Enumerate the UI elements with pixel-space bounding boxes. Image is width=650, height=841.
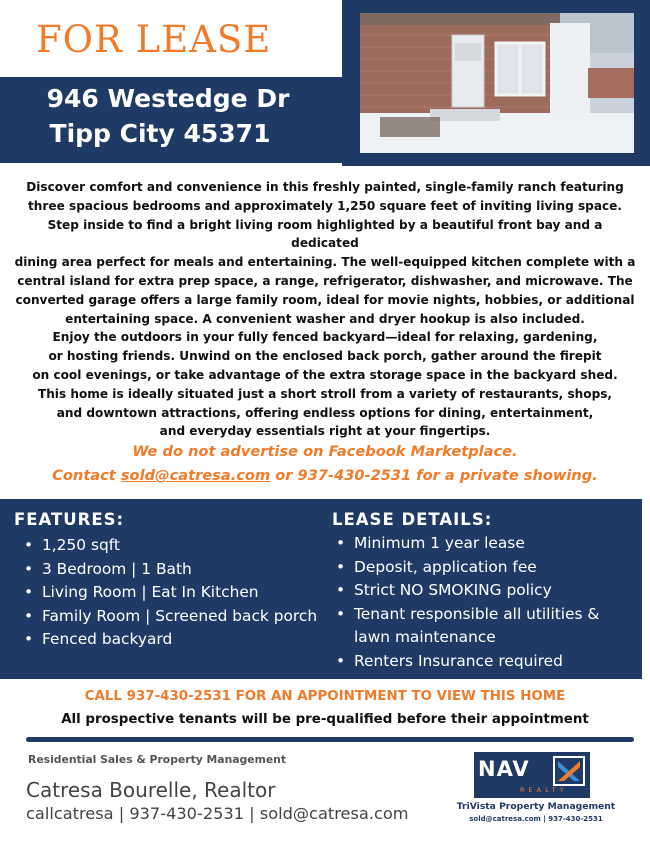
lease-details-heading: LEASE DETAILS: [332,510,493,529]
lease-item: • Renters Insurance required [334,650,630,674]
feature-item: • Fenced backyard [22,628,332,652]
description-line: on cool evenings, or take advantage of the extra storage space in the backyard shed. [32,367,618,382]
house-exterior-photo-icon [360,13,634,153]
feature-item: • Living Room | Eat In Kitchen [22,581,332,605]
for-lease-title: FOR LEASE [36,18,272,61]
agent-contact: callcatresa | 937-430-2531 | sold@catresa.com [26,804,409,823]
description-line: entertaining space. A convenient washer and dryer hookup is also included. [65,311,585,326]
property-description [14,178,636,441]
company-contact: sold@catresa.com | 937-430-2531 [469,815,603,823]
lease-item: • Strict NO SMOKING policy [334,579,630,603]
logo-subtext: REALTY [520,786,568,794]
lease-item: • Deposit, application fee [334,556,630,580]
lease-item: • Tenant responsible all utilities & lawn maintenance [334,603,630,650]
description-line: and downtown attractions, offering endless options for dining, entertainment, [56,405,594,420]
contact-notice [0,467,650,484]
agent-name: Catresa Bourelle, Realtor [26,778,276,802]
contact-prefix: Contact [52,467,121,484]
marketplace-notice: We do not advertise on Facebook Marketplace. [132,443,518,460]
description-line: dining area perfect for meals and entertaining. The well-equipped kitchen complete with a [14,255,636,270]
features-heading: FEATURES: [14,510,125,529]
description-line: central island for extra prep space, a range, refrigerator, dishwasher, and microwave. The [17,273,633,288]
description-line: and everyday essentials right at your fingertips. [159,424,491,439]
description-line: or hosting friends. Unwind on the enclosed back porch, gather around the firepit [48,349,602,364]
house-photo [360,13,634,153]
feature-item: • 3 Bedroom | 1 Bath [22,558,332,582]
description-line: three spacious bedrooms and approximately 1,250 square feet of inviting living space. [28,198,622,213]
description-line: Enjoy the outdoors in your fully fenced backyard—ideal for relaxing, gardening, [52,330,598,345]
address-street: 946 Westedge Dr [46,84,290,113]
address-city: Tipp City 45371 [49,119,271,148]
feature-item: • Family Room | Screened back porch [22,605,332,629]
lease-details-list [334,532,630,674]
feature-item: • 1,250 sqft [22,534,332,558]
description-line: This home is ideally situated just a short stroll from a variety of restaurants, shops, [37,386,613,401]
logo-text: NAV [478,757,530,781]
description-line: converted garage offers a large family room, ideal for movie nights, hobbies, or additional [15,292,635,307]
company-name: TriVista Property Management [456,801,616,812]
agent-tagline: Residential Sales & Property Management [28,753,287,766]
footer-divider [26,737,634,742]
prequalification-note: All prospective tenants will be pre-qualified before their appointment [61,712,589,727]
contact-suffix: or 937-430-2531 for a private showing. [270,467,598,484]
lease-item: • Minimum 1 year lease [334,532,630,556]
description-line: Discover comfort and convenience in this freshly painted, single-family ranch featuring [26,180,624,194]
contact-email-link[interactable]: sold@catresa.com [120,467,271,484]
features-list [22,534,332,652]
call-to-action: CALL 937-430-2531 FOR AN APPOINTMENT TO VIEW THIS HOME [84,689,566,704]
description-line: Step inside to find a bright living room highlighted by a beautiful front bay and a dedicated [47,217,603,251]
